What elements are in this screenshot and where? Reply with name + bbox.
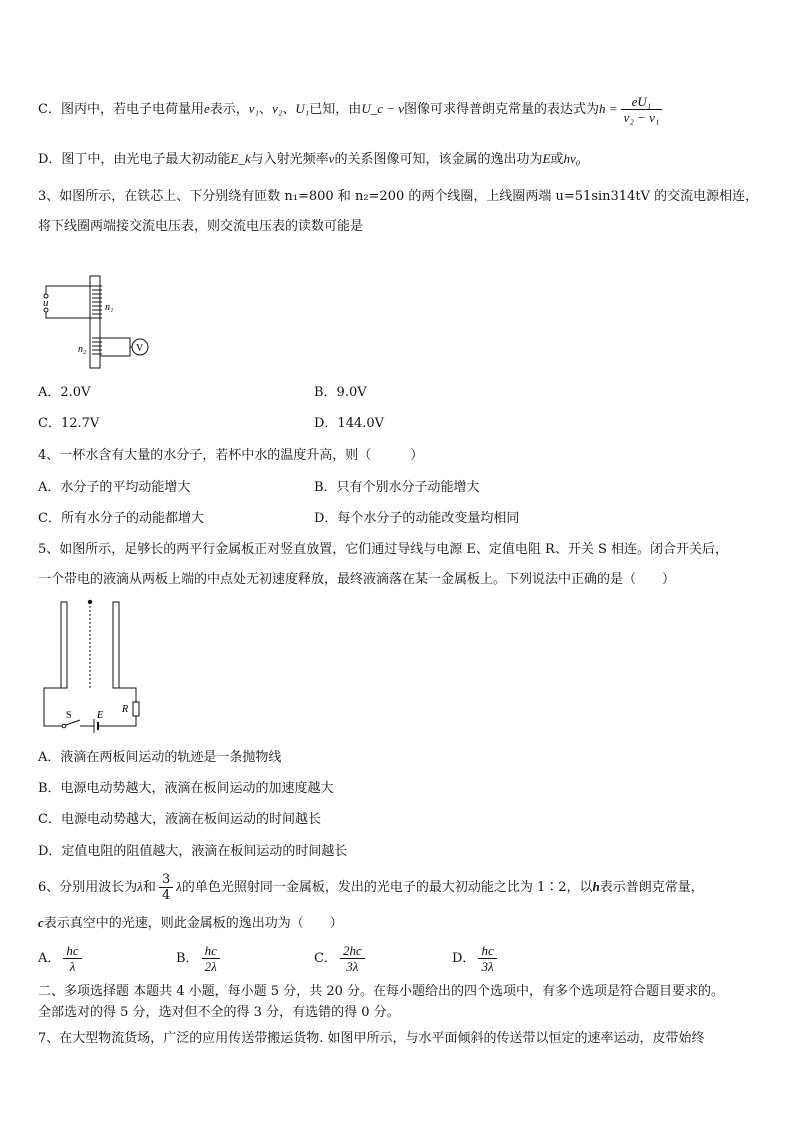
q5-option-d: D．定值电阻的阻值越大，液滴在板间运动的时间越长 bbox=[38, 844, 348, 859]
q3-option-d: D．144.0V bbox=[314, 416, 385, 431]
fraction-numerator: 2hc bbox=[340, 943, 365, 959]
left-wire bbox=[44, 688, 64, 726]
option-fraction bbox=[478, 943, 496, 974]
fraction-numerator: 3 bbox=[159, 872, 173, 888]
h-symbol: h bbox=[592, 879, 600, 894]
option-letter: B． bbox=[176, 951, 199, 966]
text: 的关系图像可知，该金属的逸出功为 bbox=[334, 152, 543, 167]
fraction-numerator: hc bbox=[202, 943, 220, 959]
nu2-symbol: ν₂ bbox=[272, 101, 283, 116]
voltmeter-label: V bbox=[136, 343, 144, 354]
primary-wire-top bbox=[46, 286, 93, 294]
capacitor-plate-diagram bbox=[40, 598, 145, 733]
battery-label: E bbox=[97, 710, 104, 721]
hnu0-symbol: hν₀ bbox=[563, 151, 581, 166]
text: 已知，由 bbox=[309, 102, 362, 117]
u1-symbol: U₁ bbox=[295, 101, 310, 116]
q3-option-a: A．2.0V bbox=[38, 385, 91, 400]
switch-terminal bbox=[62, 724, 66, 728]
nu-symbol: ν bbox=[328, 151, 335, 166]
q5-stem-line1: 5、如图所示，足够长的两平行金属板正对竖直放置，它们通过导线与电源 E、定值电阻 R、开关 S 相连。闭合开关后， bbox=[38, 542, 728, 557]
resistor-icon bbox=[133, 702, 139, 716]
fraction-denominator: λ bbox=[69, 959, 76, 974]
text: 表示， bbox=[209, 102, 249, 117]
q6-stem-line1 bbox=[38, 870, 704, 905]
q4-option-a: A．水分子的平均动能增大 bbox=[38, 480, 191, 495]
switch-label: S bbox=[66, 710, 72, 721]
q6-option-b bbox=[176, 942, 223, 976]
option-letter: D． bbox=[452, 951, 476, 966]
lambda-symbol: λ bbox=[176, 879, 182, 894]
section2-heading-line1: 二、多项选择题 本题共 4 小题，每小题 5 分，共 20 分。在每小题给出的四个选项中，有多个选项是符合题目要求的。 bbox=[38, 984, 725, 999]
option-fraction bbox=[63, 943, 81, 974]
left-plate bbox=[61, 602, 67, 688]
section2-heading-line2: 全部选对的得 5 分，选对但不全的得 3 分，有选错的得 0 分。 bbox=[38, 1005, 400, 1020]
text: 的单色光照射同一金属板，发出的光电子的最大初动能之比为 1∶2，以 bbox=[181, 880, 593, 895]
ek-symbol: E_k bbox=[230, 151, 251, 166]
q7-stem-line1: 7、在大型物流货场，广泛的应用传送带搬运货物. 如图甲所示，与水平面倾斜的传送带以恒定的速率运动，皮带始终 bbox=[38, 1031, 705, 1046]
secondary-wire-top bbox=[100, 338, 130, 340]
text: 表示真空中的光速，则此金属板的逸出功为（ ） bbox=[43, 916, 343, 931]
fraction-denominator: 3λ bbox=[346, 959, 359, 974]
text: 、 bbox=[259, 102, 273, 117]
q5-option-b: B．电源电动势越大，液滴在板间运动的加速度越大 bbox=[38, 781, 334, 796]
e-symbol: E bbox=[542, 151, 551, 166]
right-wire-top bbox=[116, 688, 136, 702]
option-fraction bbox=[340, 943, 365, 974]
q3-option-c: C．12.7V bbox=[38, 416, 100, 431]
text: D．图丁中，由光电子最大初动能 bbox=[38, 152, 231, 167]
fraction-denominator: 4 bbox=[161, 888, 171, 903]
q4-option-d: D．每个水分子的动能改变量均相同 bbox=[314, 511, 520, 526]
text: C．图丙中，若电子电荷量用 bbox=[38, 102, 204, 117]
text: 和 bbox=[142, 880, 156, 895]
three-quarters-fraction bbox=[159, 872, 173, 903]
q3-stem-line2: 将下线圈两端接交流电压表，则交流电压表的读数可能是 bbox=[38, 219, 364, 234]
q6-option-d bbox=[452, 942, 500, 976]
u-label: u bbox=[43, 297, 49, 309]
text: 6、分别用波长为 bbox=[38, 880, 138, 895]
primary-wire-bottom bbox=[46, 312, 93, 318]
transformer-diagram bbox=[38, 272, 158, 372]
q5-option-c: C．电源电动势越大，液滴在板间运动的时间越长 bbox=[38, 812, 321, 827]
text: 与入射光频率 bbox=[250, 152, 329, 167]
q5-option-a: A．液滴在两板间运动的轨迹是一条抛物线 bbox=[38, 750, 282, 765]
right-plate bbox=[113, 602, 119, 688]
option-letter: C． bbox=[314, 951, 337, 966]
graph-symbol: U_c − ν bbox=[361, 101, 405, 116]
fraction-denominator: ν₂ − ν₁ bbox=[623, 110, 660, 125]
q5-stem-line2: 一个带电的液滴从两板上端的中点处无初速度释放，最终液滴落在某一金属板上。下列说法中正确的是（ ） bbox=[38, 572, 676, 587]
option-fraction bbox=[202, 943, 220, 974]
text: 、 bbox=[282, 102, 296, 117]
fraction-numerator: eU₁ bbox=[621, 94, 663, 110]
droplet-icon bbox=[88, 600, 92, 604]
q3-stem-line1: 3、如图所示，在铁芯上、下分别绕有匝数 n₁=800 和 n₂=200 的两个线圈，上线圈两端 u=51sin314tV 的交流电源相连， bbox=[38, 189, 759, 204]
text: 或 bbox=[550, 152, 564, 167]
n2-label: n₂ bbox=[78, 344, 87, 355]
text: 图像可求得普朗克常量的表达式为 bbox=[404, 102, 600, 117]
q6-option-c bbox=[314, 942, 368, 976]
nu1-symbol: ν₁ bbox=[248, 101, 260, 116]
q3-option-b: B．9.0V bbox=[314, 385, 367, 400]
h-equation: h = bbox=[599, 101, 618, 116]
lambda-symbol: λ bbox=[137, 879, 143, 894]
q6-stem-line2 bbox=[38, 914, 343, 933]
q4-stem: 4、一杯水含有大量的水分子，若杯中水的温度升高，则（ ） bbox=[38, 448, 424, 463]
e-symbol: e bbox=[203, 101, 210, 116]
fraction-denominator: 3λ bbox=[481, 959, 494, 974]
fraction-numerator: hc bbox=[478, 943, 496, 959]
right-wire-bottom bbox=[102, 716, 136, 726]
planck-fraction bbox=[621, 94, 663, 125]
resistor-label: R bbox=[122, 704, 129, 715]
q2-option-d bbox=[38, 150, 580, 169]
secondary-wire-bottom bbox=[100, 354, 130, 356]
q4-option-b: B．只有个别水分子动能增大 bbox=[314, 480, 480, 495]
c-symbol: c bbox=[38, 915, 44, 930]
n1-label: n₁ bbox=[105, 302, 114, 313]
fraction-denominator: 2λ bbox=[204, 959, 217, 974]
q2-option-c bbox=[38, 94, 665, 125]
option-letter: A． bbox=[38, 951, 61, 966]
q6-option-a bbox=[38, 942, 85, 976]
text: 表示普朗克常量， bbox=[599, 880, 704, 895]
q4-option-c: C．所有水分子的动能都增大 bbox=[38, 511, 204, 526]
fraction-numerator: hc bbox=[63, 943, 81, 959]
